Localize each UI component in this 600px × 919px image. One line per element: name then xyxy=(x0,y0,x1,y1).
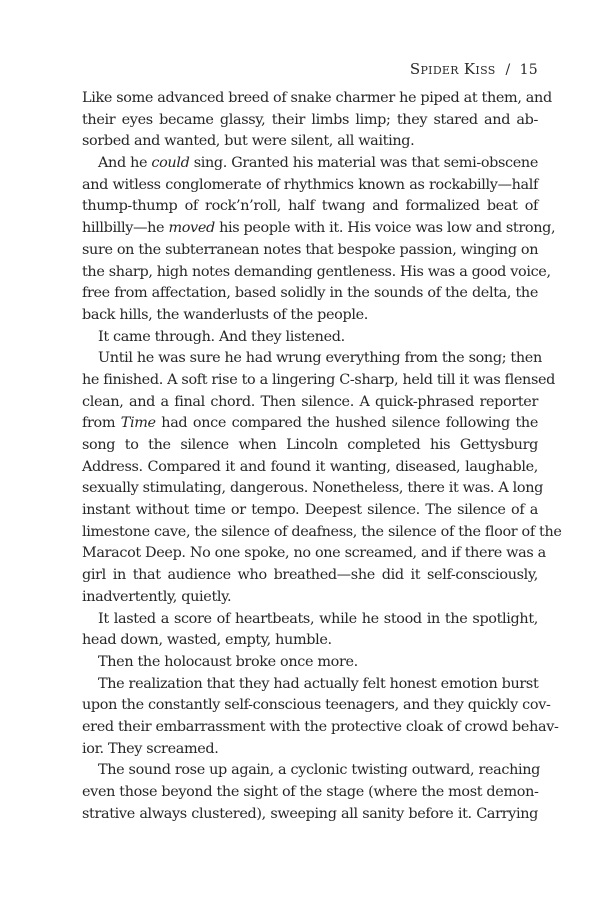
text-line: thump-thump of rock’n’roll, half twang and formalized beat of xyxy=(82,198,538,215)
text-line: upon the constantly self-conscious teenagers, and they quickly cov- xyxy=(82,697,551,714)
text-line: free from affectation, based solidly in the sounds of the delta, the xyxy=(82,285,538,302)
running-head xyxy=(410,60,538,78)
text-line: Then the holocaust broke once more. xyxy=(98,653,358,670)
paragraph xyxy=(82,88,552,153)
page-number: 15 xyxy=(519,62,538,78)
italic-text: could xyxy=(151,155,190,172)
paragraph xyxy=(82,652,538,674)
italic-text: moved xyxy=(168,220,215,237)
paragraph xyxy=(82,348,562,608)
text-line: limestone cave, the silence of deafness, the silence of the floor of the xyxy=(82,523,562,540)
italic-text: Time xyxy=(120,415,156,432)
text-line: sure on the subterranean notes that bespoke passion, winging on xyxy=(82,241,539,258)
text-line: clean, and a final chord. Then silence. A quick-phrased reporter xyxy=(82,393,538,410)
body-text xyxy=(82,88,562,825)
text-line: And he could sing. Granted his material was that semi-obscene xyxy=(98,155,539,172)
text-line: sorbed and wanted, but were silent, all waiting. xyxy=(82,133,415,150)
text-line: inadvertently, quietly. xyxy=(82,588,232,605)
text-line: It came through. And they listened. xyxy=(98,328,345,345)
text-line: strative always clustered), sweeping all sanity before it. Carrying xyxy=(82,805,538,822)
text-line: hillbilly—he moved his people with it. His voice was low and strong, xyxy=(82,220,556,237)
text-line: back hills, the wanderlusts of the people. xyxy=(82,306,368,323)
paragraph xyxy=(82,674,559,761)
text-line: Maracot Deep. No one spoke, no one screamed, and if there was a xyxy=(82,545,546,562)
text-line: he finished. A soft rise to a lingering C-sharp, held till it was flensed xyxy=(82,371,556,388)
running-head-title: Spider Kiss xyxy=(409,60,496,78)
text-line: from Time had once compared the hushed silence following the xyxy=(82,415,538,432)
text-line: sexually stimulating, dangerous. Nonetheless, there it was. A long xyxy=(82,480,543,497)
text-line: The sound rose up again, a cyclonic twisting outward, reaching xyxy=(98,762,541,779)
text-line: ered their embarrassment with the protective cloak of crowd behav- xyxy=(82,718,559,735)
text-line: Like some advanced breed of snake charmer he piped at them, and xyxy=(82,90,552,106)
text-line: and witless conglomerate of rhythmics known as rockabilly—half xyxy=(82,176,538,193)
paragraph xyxy=(82,327,538,349)
running-head-separator: / xyxy=(505,62,511,78)
text-line: It lasted a score of heartbeats, while he stood in the spotlight, xyxy=(98,610,538,627)
text-line: head down, wasted, empty, humble. xyxy=(82,632,332,649)
text-line: their eyes became glassy, their limbs limp; they stared and ab- xyxy=(82,111,538,128)
paragraph xyxy=(82,760,541,825)
text-line: even those beyond the sight of the stage (where the most demon- xyxy=(82,784,539,800)
text-line: girl in that audience who breathed—she did it self-consciously, xyxy=(82,567,538,584)
text-line: Address. Compared it and found it wanting, diseased, laughable, xyxy=(82,458,538,475)
text-line: ior. They screamed. xyxy=(82,740,219,757)
text-line: the sharp, high notes demanding gentleness. His was a good voice, xyxy=(82,263,551,280)
paragraph xyxy=(82,609,538,652)
paragraph xyxy=(82,153,556,327)
text-line: The realization that they had actually felt honest emotion burst xyxy=(98,675,539,692)
text-line: song to the silence when Lincoln completed his Gettysburg xyxy=(82,437,538,453)
text-line: Until he was sure he had wrung everything from the song; then xyxy=(98,350,542,367)
text-line: instant without time or tempo. Deepest silence. The silence of a xyxy=(82,502,538,519)
